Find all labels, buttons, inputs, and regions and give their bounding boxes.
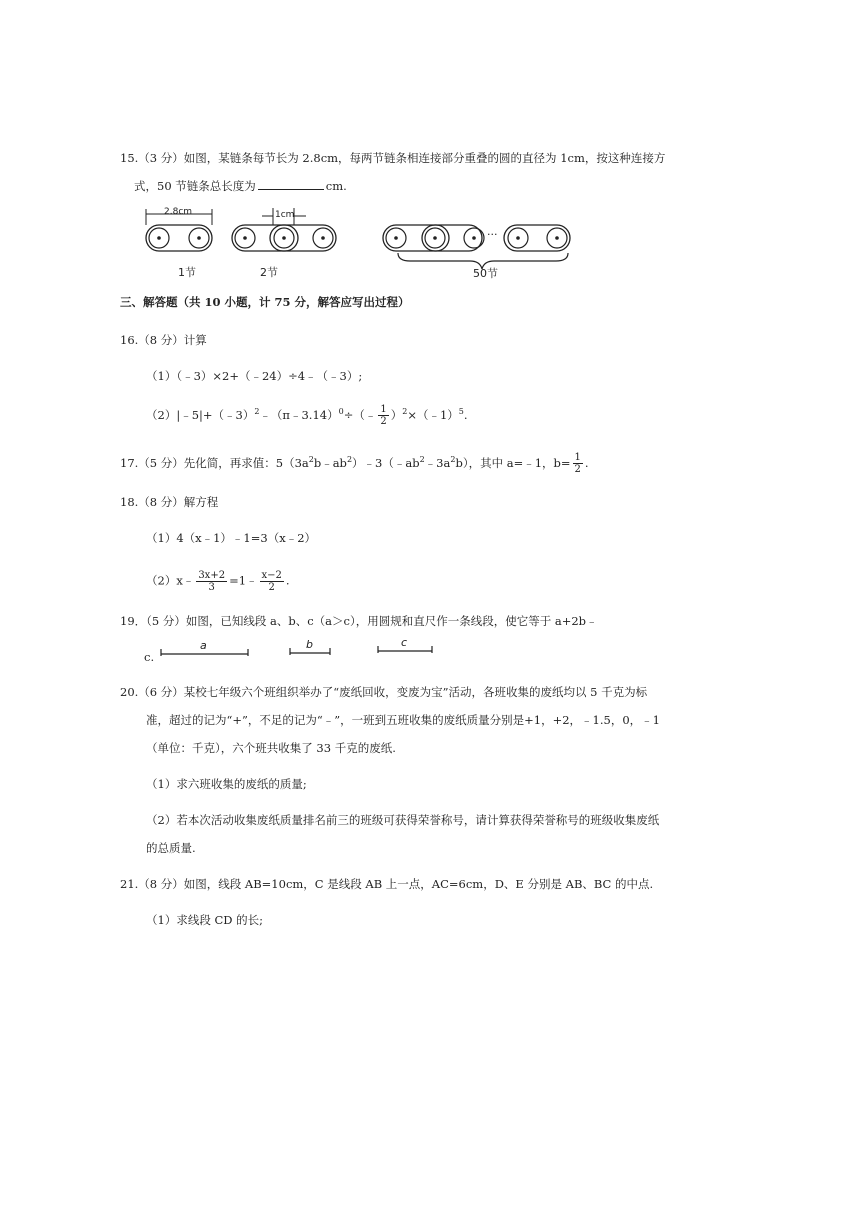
exponent: 2: [450, 455, 456, 464]
fraction-2: $\frac{x-2}{2}$: [261, 570, 282, 593]
expr: ﹣（π﹣3.14）: [259, 407, 339, 422]
dim-label-1cm: 1cm: [275, 210, 295, 220]
q18-part2: [146, 570, 290, 593]
segment-b-label: b: [306, 638, 313, 651]
exponent: 2: [346, 455, 353, 464]
expr: .: [463, 407, 468, 422]
segments-figure: [158, 636, 448, 662]
section-heading: 三、解答题（共 10 小题，计 75 分，解答应写出过程）: [120, 295, 410, 309]
q18-head: 18.（8 分）解方程: [120, 495, 219, 509]
dim-label-2-8cm: 2.8cm: [164, 207, 193, 217]
expr: .: [285, 573, 290, 588]
q16-head: 16.（8 分）计算: [120, 333, 207, 347]
label-50jie: 50节: [473, 267, 498, 280]
q21-part1: （1）求线段 CD 的长;: [146, 913, 264, 927]
expr: （2）|﹣5|+（﹣3）: [146, 407, 255, 422]
expr: ×（﹣1）: [407, 407, 459, 422]
exponent: 2: [402, 407, 408, 416]
exponent: 2: [419, 455, 425, 464]
q15-line2: [134, 178, 347, 194]
q16-part1: （1）（﹣3）×2+（﹣24）÷4﹣（﹣3）;: [146, 369, 363, 383]
fraction-half: $\frac{1}{2}$: [380, 404, 387, 428]
expr: =1﹣: [229, 573, 258, 588]
expr: b﹣ab: [313, 455, 347, 470]
q21-line1: 21.（8 分）如图，线段 AB=10cm，C 是线段 AB 上一点，AC=6cm，D、E 分别是 AB、BC 的中点.: [120, 877, 654, 891]
expr: .: [584, 455, 589, 470]
exponent: 2: [254, 407, 260, 416]
exponent: 5: [458, 407, 464, 416]
expr: b），其中 a=﹣1，b=: [455, 455, 571, 470]
exponent: 2: [308, 455, 314, 464]
q20-line3: （单位：千克），六个班共收集了 33 千克的废纸.: [146, 741, 396, 755]
q17-line: [120, 452, 589, 475]
fraction-half: $\frac{1}{2}$: [574, 452, 581, 476]
expr: 17.（5 分）先化简，再求值：5（3a: [120, 455, 309, 470]
expr: （2）x﹣: [146, 573, 195, 588]
segment-a-label: a: [200, 639, 207, 652]
q20-line2: 准，超过的记为“+”，不足的记为“﹣”，一班到五班收集的废纸质量分别是+1，+2，﹣1.5，0，﹣1: [146, 713, 660, 727]
exponent: 0: [338, 407, 344, 416]
expr: ﹣3a: [424, 455, 451, 470]
chain-figure: [140, 205, 580, 285]
fraction-1: $\frac{3x+2}{3}$: [198, 570, 226, 593]
segment-c-label: c: [401, 636, 408, 649]
answer-blank: [258, 178, 324, 190]
expr: ）: [390, 407, 403, 422]
q18-part1: （1）4（x﹣1）﹣1=3（x﹣2）: [146, 531, 317, 545]
q19-line2: c.: [144, 650, 155, 664]
q20-line1: 20.（6 分）某校七年级六个班组织举办了“废纸回收，变废为宝”活动，各班收集的废纸均以 5 千克为标: [120, 685, 648, 699]
q16-part2: [146, 404, 468, 427]
expr: ÷（﹣: [343, 407, 377, 422]
q20-part2-line1: （2）若本次活动收集废纸质量排名前三的班级可获得荣誉称号，请计算获得荣誉称号的班级收集废纸: [146, 813, 660, 827]
label-1jie: 1节: [178, 266, 196, 279]
q19-line1: 19．（5 分）如图，已知线段 a、b、c（a＞c），用圆规和直尺作一条线段，使它等于 a+2b﹣: [120, 614, 598, 628]
q15-line2-pre: 式，50 节链条总长度为: [134, 179, 256, 193]
q20-part1: （1）求六班收集的废纸的质量;: [146, 777, 307, 791]
q15-line1: 15.（3 分）如图，某链条每节长为 2.8cm，每两节链条相连接部分重叠的圆的直径为 1cm，按这种连接方: [120, 151, 666, 165]
label-2jie: 2节: [260, 266, 278, 279]
q20-part2-line2: 的总质量.: [146, 841, 196, 855]
q15-line2-post: cm.: [325, 179, 347, 193]
ellipsis: ···: [487, 228, 498, 241]
expr: ）﹣3（﹣ab: [352, 455, 420, 470]
